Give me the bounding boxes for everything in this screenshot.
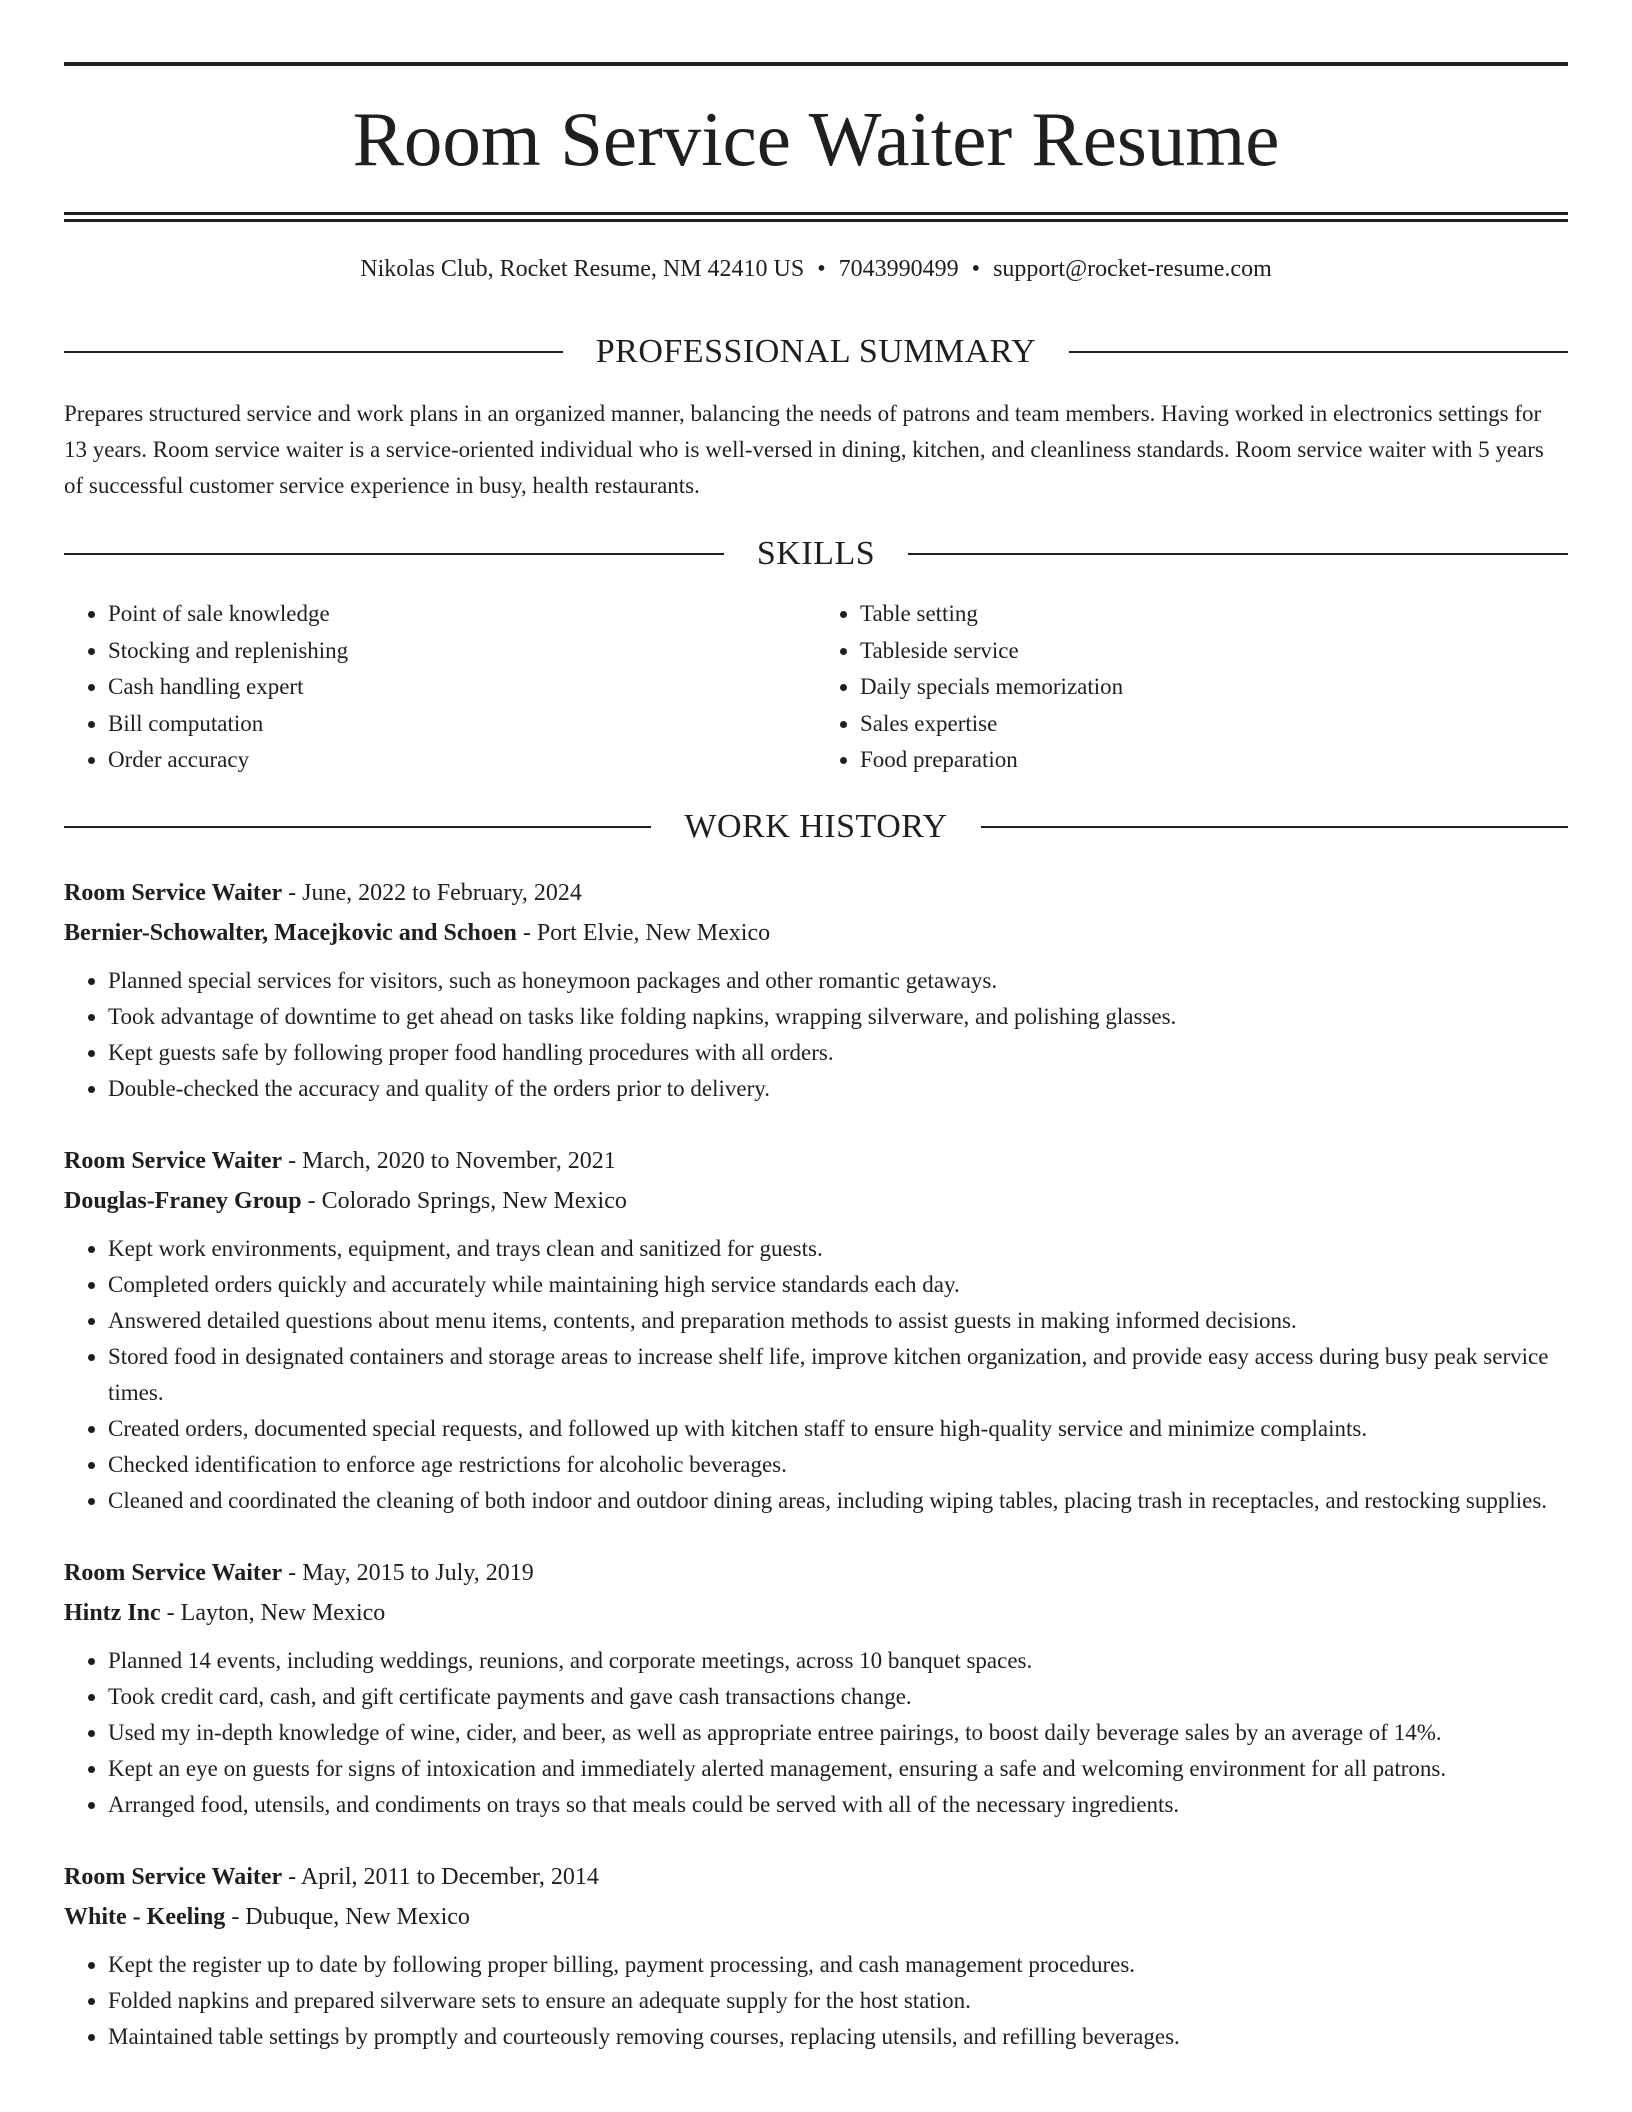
summary-text: Prepares structured service and work plans in an organized manner, balancing the needs of patrons and team members. Having worked in electronics settings for 13 years. Room service waiter is a service-oriented individual who is well-versed in dining, kitchen, and cleanliness standards. Room service waiter with 5 years of successful customer service experience in busy, health restaurants. bbox=[64, 401, 1544, 498]
job-entry bbox=[64, 1857, 1568, 2055]
job-entry bbox=[64, 1141, 1568, 1519]
job-bullet: • Checked identification to enforce age restrictions for alcoholic beverages. bbox=[108, 1447, 1568, 1483]
skill-item: • Point of sale knowledge bbox=[108, 596, 816, 633]
job-bullet: • Maintained table settings by promptly and courteously removing courses, replacing utensils, and refilling beverages. bbox=[108, 2019, 1568, 2055]
job-title: Room Service Waiter bbox=[64, 1559, 283, 1586]
summary-heading-label: PROFESSIONAL SUMMARY bbox=[595, 333, 1037, 370]
skill-item: • Stocking and replenishing bbox=[108, 633, 816, 670]
work-history-heading bbox=[64, 807, 1568, 847]
job-location: - Port Elvie, New Mexico bbox=[516, 919, 771, 946]
job-bullet: • Kept an eye on guests for signs of intoxication and immediately alerted management, ensuring a safe and welcoming environment for all patrons. bbox=[108, 1751, 1568, 1787]
skills-list bbox=[64, 596, 1568, 779]
job-bullet: • Arranged food, utensils, and condiments on trays so that meals could be served with all of the necessary ingredients. bbox=[108, 1787, 1568, 1823]
job-company-line bbox=[64, 1897, 1568, 1937]
job-title: Room Service Waiter bbox=[64, 1147, 283, 1174]
job-bullet: • Answered detailed questions about menu items, contents, and preparation methods to assist guests in making informed decisions. bbox=[108, 1303, 1568, 1339]
job-company-line bbox=[64, 913, 1568, 953]
job-bullet: • Kept work environments, equipment, and trays clean and sanitized for guests. bbox=[108, 1231, 1568, 1267]
contact-address: Nikolas Club, Rocket Resume, NM 42410 US bbox=[360, 256, 805, 282]
summary-heading bbox=[64, 332, 1568, 372]
job-entry bbox=[64, 1553, 1568, 1823]
heading-rule-left bbox=[64, 826, 651, 828]
job-bullet: • Took credit card, cash, and gift certificate payments and gave cash transactions change. bbox=[108, 1679, 1568, 1715]
job-title: Room Service Waiter bbox=[64, 879, 283, 906]
contact-separator: • bbox=[817, 256, 826, 282]
job-dates: - May, 2015 to July, 2019 bbox=[282, 1559, 534, 1586]
skill-item: • Order accuracy bbox=[108, 742, 816, 779]
top-rule bbox=[64, 62, 1568, 66]
heading-rule-left bbox=[64, 553, 724, 555]
skill-item: • Tableside service bbox=[860, 633, 1568, 670]
job-bullet: • Folded napkins and prepared silverware sets to ensure an adequate supply for the host station. bbox=[108, 1983, 1568, 2019]
job-company: White - Keeling bbox=[64, 1903, 226, 1930]
job-title-line bbox=[64, 1857, 1568, 1897]
skill-item: • Sales expertise bbox=[860, 706, 1568, 743]
work-history-heading-label: WORK HISTORY bbox=[684, 807, 948, 845]
job-title-line bbox=[64, 1141, 1568, 1181]
job-bullet: • Planned special services for visitors, such as honeymoon packages and other romantic getaways. bbox=[108, 963, 1568, 999]
job-bullet: • Cleaned and coordinated the cleaning of both indoor and outdoor dining areas, including wiping tables, placing trash in receptacles, and restocking supplies. bbox=[108, 1483, 1568, 1519]
job-bullet: • Kept guests safe by following proper food handling procedures with all orders. bbox=[108, 1035, 1568, 1071]
job-bullet: • Kept the register up to date by following proper billing, payment processing, and cash management procedures. bbox=[108, 1947, 1568, 1983]
job-company: Hintz Inc bbox=[64, 1599, 161, 1626]
heading-rule-right bbox=[1069, 351, 1568, 353]
job-bullets bbox=[64, 1231, 1568, 1519]
contact-phone: 7043990499 bbox=[838, 256, 959, 282]
job-bullet: • Completed orders quickly and accurately while maintaining high service standards each day. bbox=[108, 1267, 1568, 1303]
job-bullet: • Used my in-depth knowledge of wine, cider, and beer, as well as appropriate entree pairings, to boost daily beverage sales by an average of 14%. bbox=[108, 1715, 1568, 1751]
job-bullet: • Stored food in designated containers and storage areas to increase shelf life, improve kitchen organization, and provide easy access during busy peak service times. bbox=[108, 1339, 1568, 1411]
skill-item: • Food preparation bbox=[860, 742, 1568, 779]
heading-rule-left bbox=[64, 351, 563, 353]
contact-line bbox=[64, 254, 1568, 284]
skill-item: • Daily specials memorization bbox=[860, 669, 1568, 706]
job-company: Douglas-Franey Group bbox=[64, 1187, 302, 1214]
skill-item: • Table setting bbox=[860, 596, 1568, 633]
job-bullet: • Took advantage of downtime to get ahead on tasks like folding napkins, wrapping silverware, and polishing glasses. bbox=[108, 999, 1568, 1035]
skills-heading-label: SKILLS bbox=[756, 535, 876, 572]
skills-column-left bbox=[64, 596, 816, 779]
heading-rule-right bbox=[908, 553, 1568, 555]
job-bullets bbox=[64, 1643, 1568, 1823]
job-location: - Layton, New Mexico bbox=[160, 1599, 386, 1626]
contact-email: support@rocket-resume.com bbox=[993, 256, 1272, 282]
job-title: Room Service Waiter bbox=[64, 1863, 283, 1890]
job-location: - Colorado Springs, New Mexico bbox=[301, 1187, 627, 1214]
job-dates: - March, 2020 to November, 2021 bbox=[282, 1147, 616, 1174]
title-double-rule bbox=[64, 212, 1568, 222]
resume-title: Room Service Waiter Resume bbox=[352, 96, 1280, 182]
skills-column-right bbox=[816, 596, 1568, 779]
skill-item: • Bill computation bbox=[108, 706, 816, 743]
job-bullet: • Double-checked the accuracy and quality of the orders prior to delivery. bbox=[108, 1071, 1568, 1107]
contact-separator: • bbox=[971, 256, 981, 282]
job-title-line bbox=[64, 1553, 1568, 1593]
job-dates: - April, 2011 to December, 2014 bbox=[282, 1863, 599, 1890]
job-bullets bbox=[64, 1947, 1568, 2055]
job-company: Bernier-Schowalter, Macejkovic and Schoen bbox=[64, 919, 517, 946]
skills-heading bbox=[64, 534, 1568, 574]
heading-rule-right bbox=[981, 826, 1568, 828]
job-bullet: • Created orders, documented special requests, and followed up with kitchen staff to ensure high-quality service and minimize complaints. bbox=[108, 1411, 1568, 1447]
job-company-line bbox=[64, 1181, 1568, 1221]
job-bullet: • Planned 14 events, including weddings, reunions, and corporate meetings, across 10 banquet spaces. bbox=[108, 1643, 1568, 1679]
job-title-line bbox=[64, 873, 1568, 913]
job-entry bbox=[64, 873, 1568, 1107]
job-company-line bbox=[64, 1593, 1568, 1633]
skill-item: • Cash handling expert bbox=[108, 669, 816, 706]
job-location: - Dubuque, New Mexico bbox=[225, 1903, 470, 1930]
job-bullets bbox=[64, 963, 1568, 1107]
job-dates: - June, 2022 to February, 2024 bbox=[282, 879, 582, 906]
